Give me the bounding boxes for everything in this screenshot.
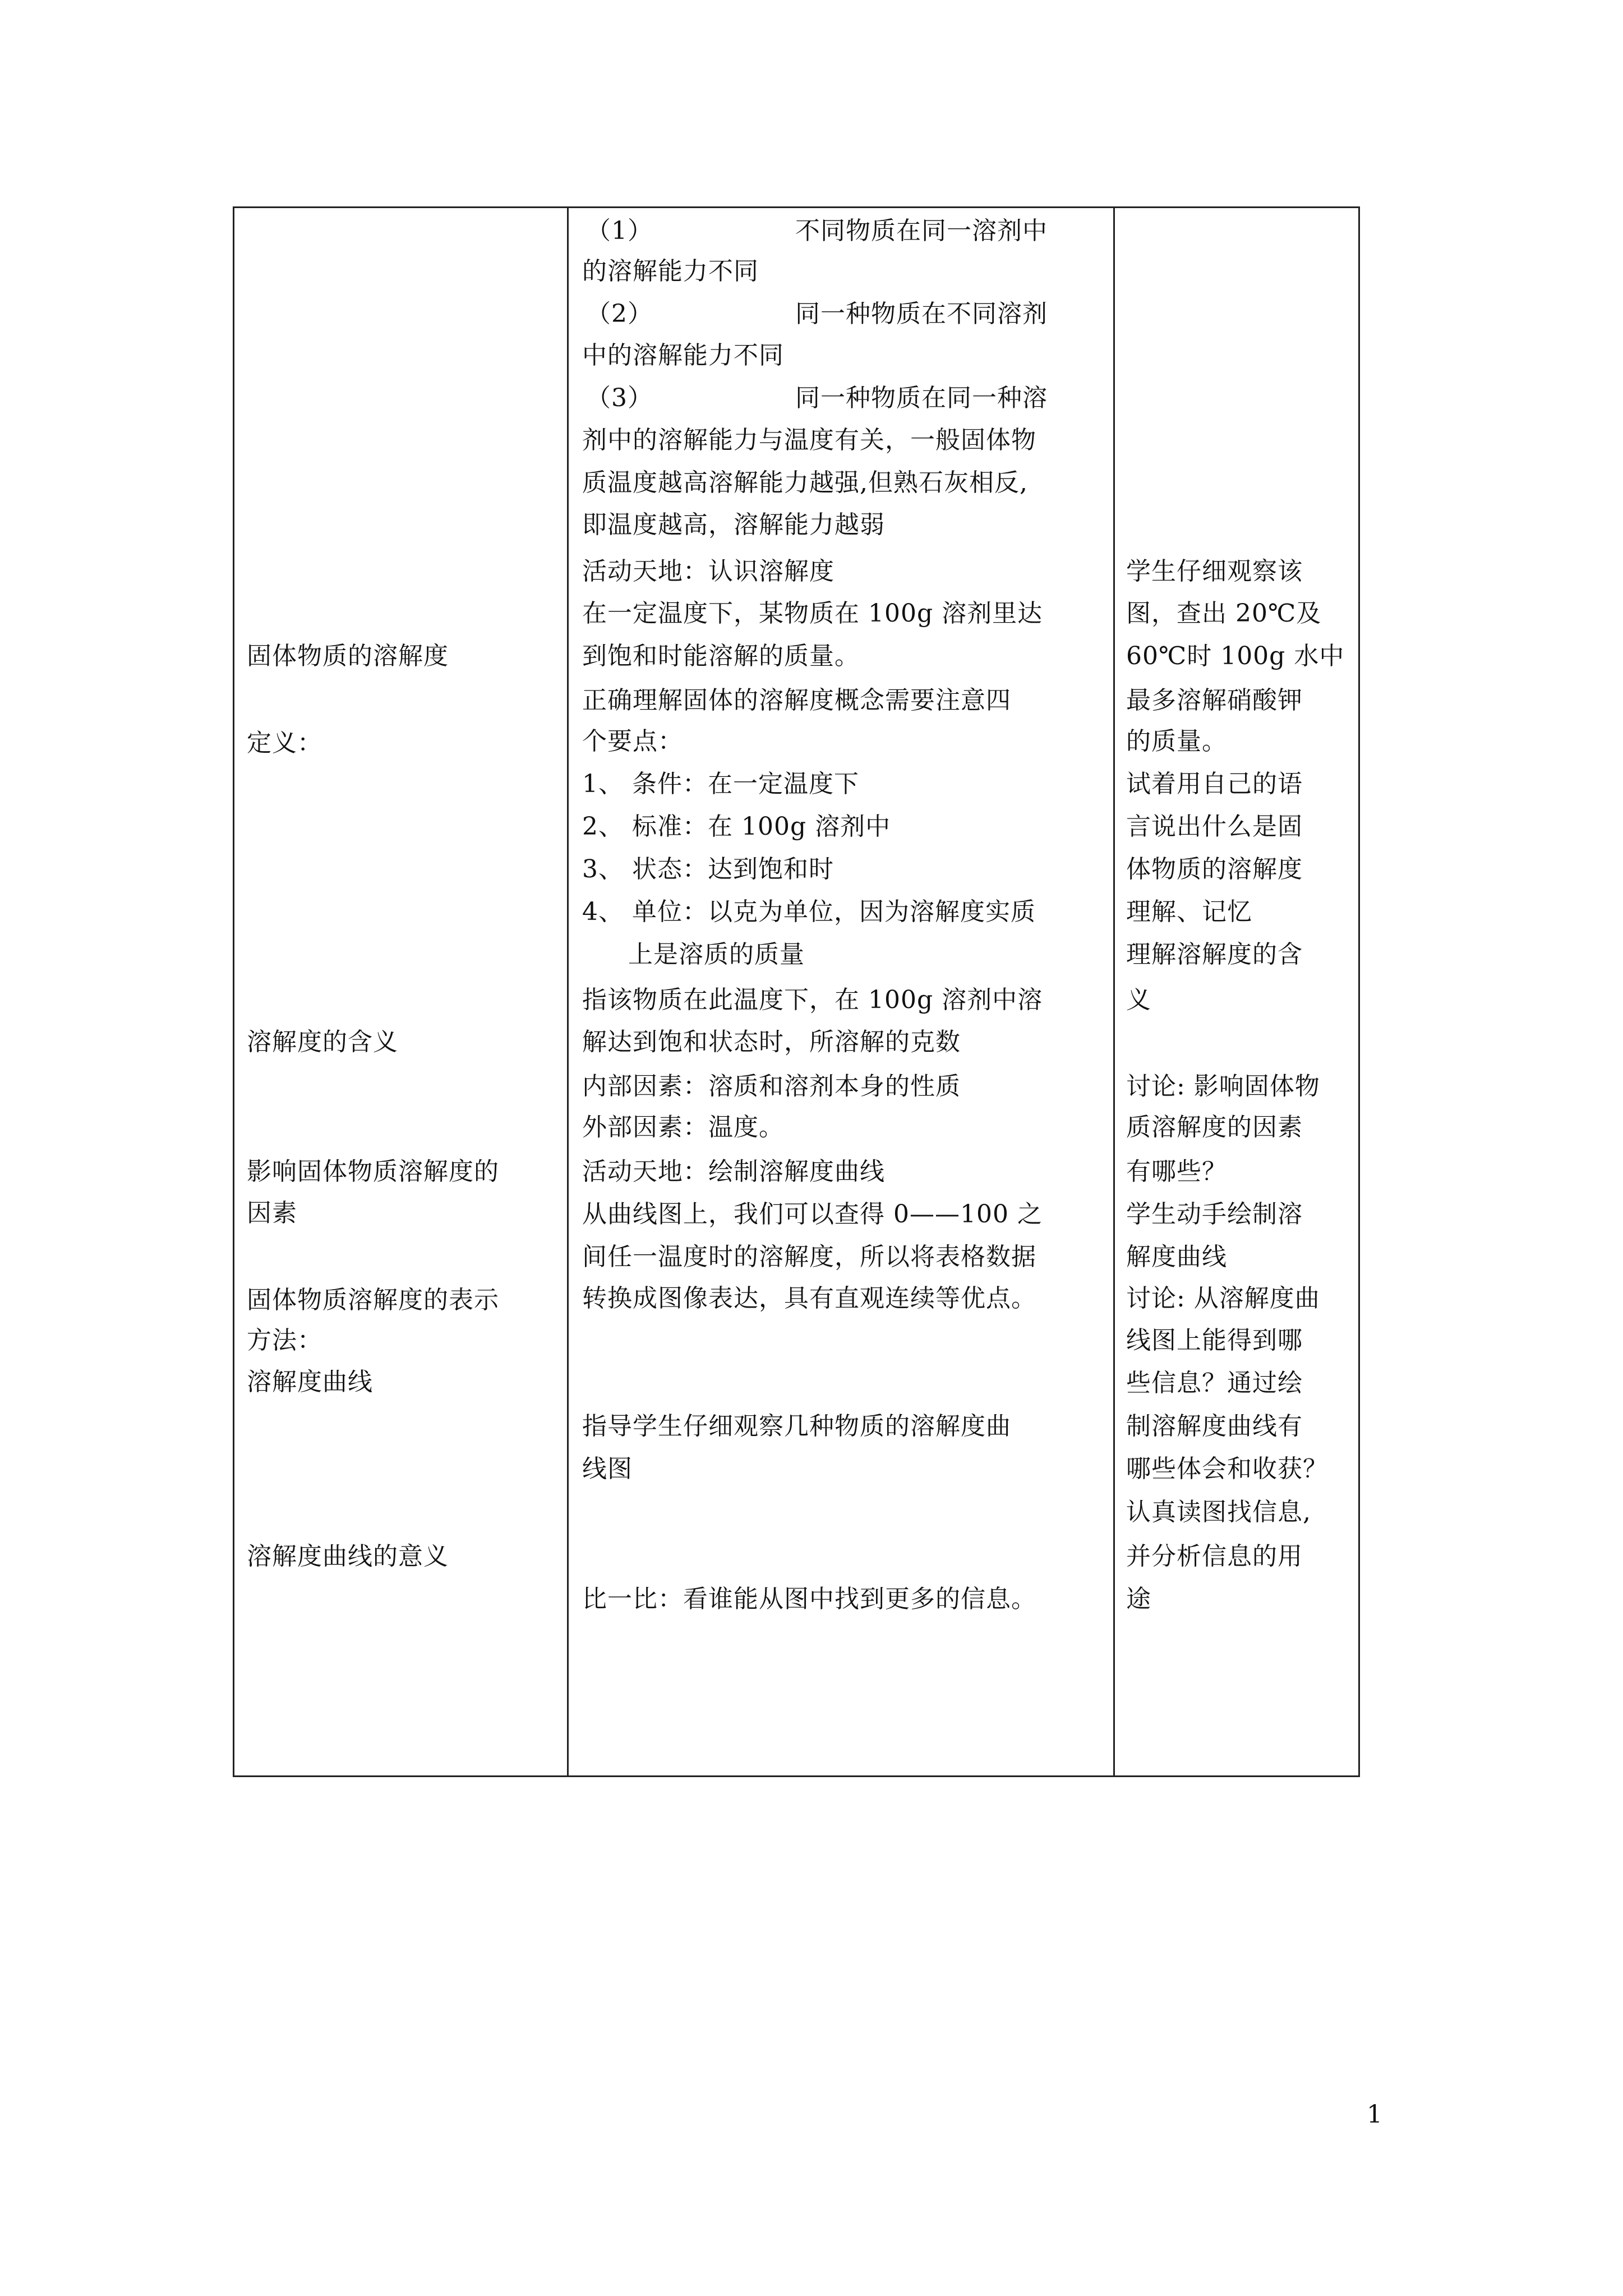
- item-number: （2）: [586, 300, 653, 328]
- note-text: 试着用自己的语: [1126, 770, 1303, 798]
- left-topic: 固体物质的溶解度: [247, 642, 449, 670]
- note-text: 认真读图找信息,: [1126, 1498, 1311, 1526]
- item-text: 质温度越高溶解能力越强,但熟石灰相反,: [582, 468, 1028, 497]
- note-text: 体物质的溶解度: [1126, 855, 1303, 884]
- item-number: （3）: [586, 384, 653, 412]
- left-topic: 因素: [247, 1199, 297, 1227]
- note-text: 并分析信息的用: [1126, 1542, 1303, 1571]
- body-text: 解达到饱和状态时，所溶解的克数: [582, 1028, 961, 1056]
- note-text: 些信息？通过绘: [1126, 1369, 1303, 1397]
- item-text: 同一种物质在同一种溶: [795, 384, 1048, 412]
- body-text: 线图: [582, 1455, 633, 1483]
- note-text: 讨论: 从溶解度曲: [1126, 1284, 1320, 1313]
- page-number: 1: [1367, 2100, 1382, 2129]
- left-topic: 溶解度曲线: [247, 1368, 373, 1396]
- note-text: 义: [1126, 986, 1151, 1014]
- body-text: 从曲线图上，我们可以查得 0——100 之: [582, 1200, 1043, 1228]
- body-text: 间任一温度时的溶解度，所以将表格数据: [582, 1243, 1036, 1271]
- left-topic: 溶解度的含义: [247, 1028, 398, 1056]
- note-text: 有哪些？: [1126, 1157, 1227, 1186]
- body-text: 指导学生仔细观察几种物质的溶解度曲: [582, 1412, 1011, 1441]
- note-text: 理解溶解度的含: [1126, 940, 1303, 969]
- note-text: 理解、记忆: [1126, 898, 1252, 926]
- left-topic: 影响固体物质溶解度的: [247, 1157, 499, 1186]
- list-item: 上是溶质的质量: [628, 940, 805, 969]
- note-text: 制溶解度曲线有: [1126, 1412, 1303, 1441]
- note-text: 哪些体会和收获？: [1126, 1455, 1328, 1483]
- note-text: 最多溶解硝酸钾: [1126, 686, 1303, 715]
- list-item: 1、 条件：在一定温度下: [582, 770, 859, 798]
- note-text: 质溶解度的因素: [1126, 1113, 1303, 1142]
- note-text: 60℃时 100g 水中: [1126, 642, 1345, 670]
- note-text: 线图上能得到哪: [1126, 1326, 1303, 1355]
- left-topic: 溶解度曲线的意义: [247, 1542, 449, 1571]
- column-divider-1: [567, 208, 569, 1775]
- body-text: 活动天地：绘制溶解度曲线: [582, 1157, 885, 1186]
- body-text: 在一定温度下，某物质在 100g 溶剂里达: [582, 599, 1043, 628]
- note-text: 解度曲线: [1126, 1243, 1227, 1271]
- left-topic: 固体物质溶解度的表示: [247, 1286, 499, 1314]
- item-text: 中的溶解能力不同: [582, 341, 784, 370]
- list-item: 3、 状态：达到饱和时: [582, 855, 834, 884]
- body-text: 比一比：看谁能从图中找到更多的信息。: [582, 1585, 1036, 1613]
- note-text: 学生动手绘制溶: [1126, 1200, 1303, 1228]
- note-text: 言说出什么是固: [1126, 812, 1303, 841]
- note-text: 的质量。: [1126, 727, 1227, 756]
- body-text: 转换成图像表达，具有直观连续等优点。: [582, 1284, 1036, 1313]
- body-text: 指该物质在此温度下，在 100g 溶剂中溶: [582, 986, 1043, 1014]
- item-text: 同一种物质在不同溶剂: [795, 300, 1048, 328]
- item-text: 剂中的溶解能力与温度有关，一般固体物: [582, 426, 1036, 454]
- item-number: （1）: [586, 217, 653, 245]
- note-text: 途: [1126, 1585, 1151, 1613]
- note-text: 图，查出 20℃及: [1126, 599, 1322, 628]
- item-text: 即温度越高，溶解能力越弱: [582, 510, 885, 539]
- column-divider-2: [1113, 208, 1115, 1775]
- left-topic: 方法：: [247, 1326, 322, 1355]
- item-text: 不同物质在同一溶剂中: [795, 217, 1048, 245]
- body-text: 个要点：: [582, 727, 683, 756]
- item-text: 的溶解能力不同: [582, 257, 759, 286]
- body-text: 到饱和时能溶解的质量。: [582, 642, 860, 670]
- body-text: 外部因素：温度。: [582, 1113, 784, 1142]
- body-text: 正确理解固体的溶解度概念需要注意四: [582, 686, 1011, 715]
- note-text: 讨论: 影响固体物: [1126, 1072, 1320, 1101]
- list-item: 2、 标准：在 100g 溶剂中: [582, 812, 891, 841]
- list-item: 4、 单位：以克为单位，因为溶解度实质: [582, 898, 1036, 926]
- note-text: 学生仔细观察该: [1126, 557, 1303, 586]
- body-text: 内部因素：溶质和溶剂本身的性质: [582, 1072, 961, 1101]
- left-topic: 定义：: [247, 729, 322, 757]
- body-text: 活动天地：认识溶解度: [582, 557, 834, 586]
